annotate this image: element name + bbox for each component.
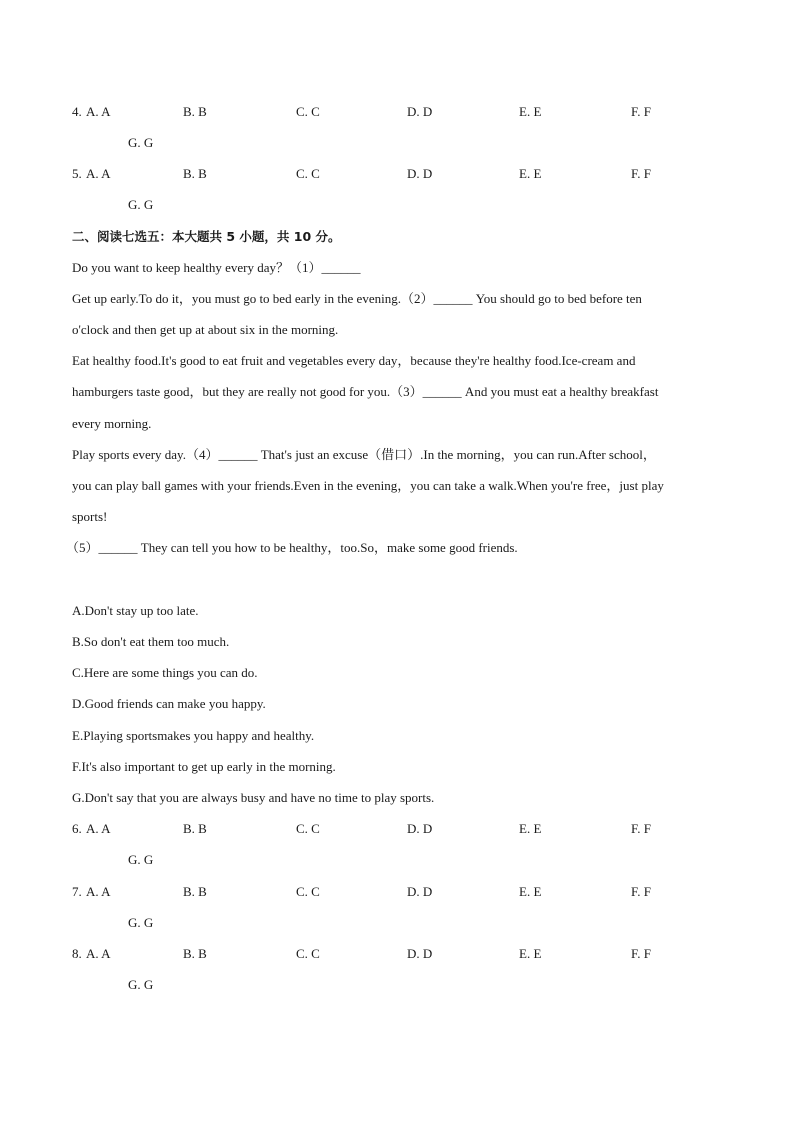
passage-line: （5）______ They can tell you how to be healthy，too.So，make some good friends. bbox=[66, 540, 518, 555]
option-a: A. A bbox=[86, 884, 111, 899]
option-e: E. E bbox=[519, 946, 542, 961]
option-a: A. A bbox=[86, 821, 111, 836]
passage-line: every morning. bbox=[72, 416, 152, 431]
option-f: F. F bbox=[631, 884, 651, 899]
option-d: D. D bbox=[407, 104, 433, 119]
question-6-options bbox=[72, 819, 722, 839]
option-b: B. B bbox=[183, 104, 207, 119]
option-g: G. G bbox=[128, 852, 154, 867]
option-g: G. G bbox=[128, 977, 154, 992]
option-c: C. C bbox=[296, 104, 320, 119]
option-f: F. F bbox=[631, 166, 651, 181]
option-f: F. F bbox=[631, 821, 651, 836]
option-g: G. G bbox=[128, 915, 154, 930]
choice-a: A.Don't stay up too late. bbox=[72, 603, 199, 618]
option-c: C. C bbox=[296, 821, 320, 836]
question-number: 5. bbox=[72, 166, 82, 181]
passage-line: sports! bbox=[72, 509, 108, 524]
choice-d: D.Good friends can make you happy. bbox=[72, 696, 266, 711]
passage-line: Play sports every day.（4）______ That's just an excuse（借口）.In the morning，you can run.After school， bbox=[72, 447, 656, 462]
passage-line: you can play ball games with your friends.Even in the evening，you can take a walk.When you're free，just play bbox=[72, 478, 664, 493]
choice-f: F.It's also important to get up early in the morning. bbox=[72, 759, 336, 774]
choice-c: C.Here are some things you can do. bbox=[72, 665, 258, 680]
choice-b: B.So don't eat them too much. bbox=[72, 634, 230, 649]
choice-e: E.Playing sportsmakes you happy and healthy. bbox=[72, 728, 315, 743]
option-b: B. B bbox=[183, 946, 207, 961]
passage-line: hamburgers taste good，but they are really not good for you.（3）______ And you must eat a healthy breakfast bbox=[72, 384, 659, 399]
question-4-options bbox=[72, 102, 722, 122]
question-7-options bbox=[72, 882, 722, 902]
option-e: E. E bbox=[519, 821, 542, 836]
option-c: C. C bbox=[296, 946, 320, 961]
option-f: F. F bbox=[631, 104, 651, 119]
option-d: D. D bbox=[407, 884, 433, 899]
option-g: G. G bbox=[128, 135, 154, 150]
option-b: B. B bbox=[183, 166, 207, 181]
option-d: D. D bbox=[407, 946, 433, 961]
choice-g: G.Don't say that you are always busy and have no time to play sports. bbox=[72, 790, 435, 805]
passage-line: Do you want to keep healthy every day？（1）______ bbox=[72, 260, 361, 275]
option-f: F. F bbox=[631, 946, 651, 961]
option-b: B. B bbox=[183, 884, 207, 899]
passage-line: Eat healthy food.It's good to eat fruit and vegetables every day，because they're healthy food.Ice-cream and bbox=[72, 353, 636, 368]
passage-line: Get up early.To do it，you must go to bed early in the evening.（2）______ You should go to bed before ten bbox=[72, 291, 642, 306]
question-number: 6. bbox=[72, 821, 82, 836]
passage-line: o'clock and then get up at about six in the morning. bbox=[72, 322, 339, 337]
option-d: D. D bbox=[407, 821, 433, 836]
question-number: 7. bbox=[72, 884, 82, 899]
option-a: A. A bbox=[86, 104, 111, 119]
section-heading: 二、阅读七选五：本大题共 5 小题，共 10 分。 bbox=[72, 229, 341, 244]
option-a: A. A bbox=[86, 166, 111, 181]
option-b: B. B bbox=[183, 821, 207, 836]
question-5-options bbox=[72, 164, 722, 184]
question-number: 8. bbox=[72, 946, 82, 961]
option-e: E. E bbox=[519, 884, 542, 899]
option-e: E. E bbox=[519, 104, 542, 119]
question-8-options bbox=[72, 944, 722, 964]
option-c: C. C bbox=[296, 166, 320, 181]
option-g: G. G bbox=[128, 197, 154, 212]
question-number: 4. bbox=[72, 104, 82, 119]
option-a: A. A bbox=[86, 946, 111, 961]
option-d: D. D bbox=[407, 166, 433, 181]
option-c: C. C bbox=[296, 884, 320, 899]
option-e: E. E bbox=[519, 166, 542, 181]
